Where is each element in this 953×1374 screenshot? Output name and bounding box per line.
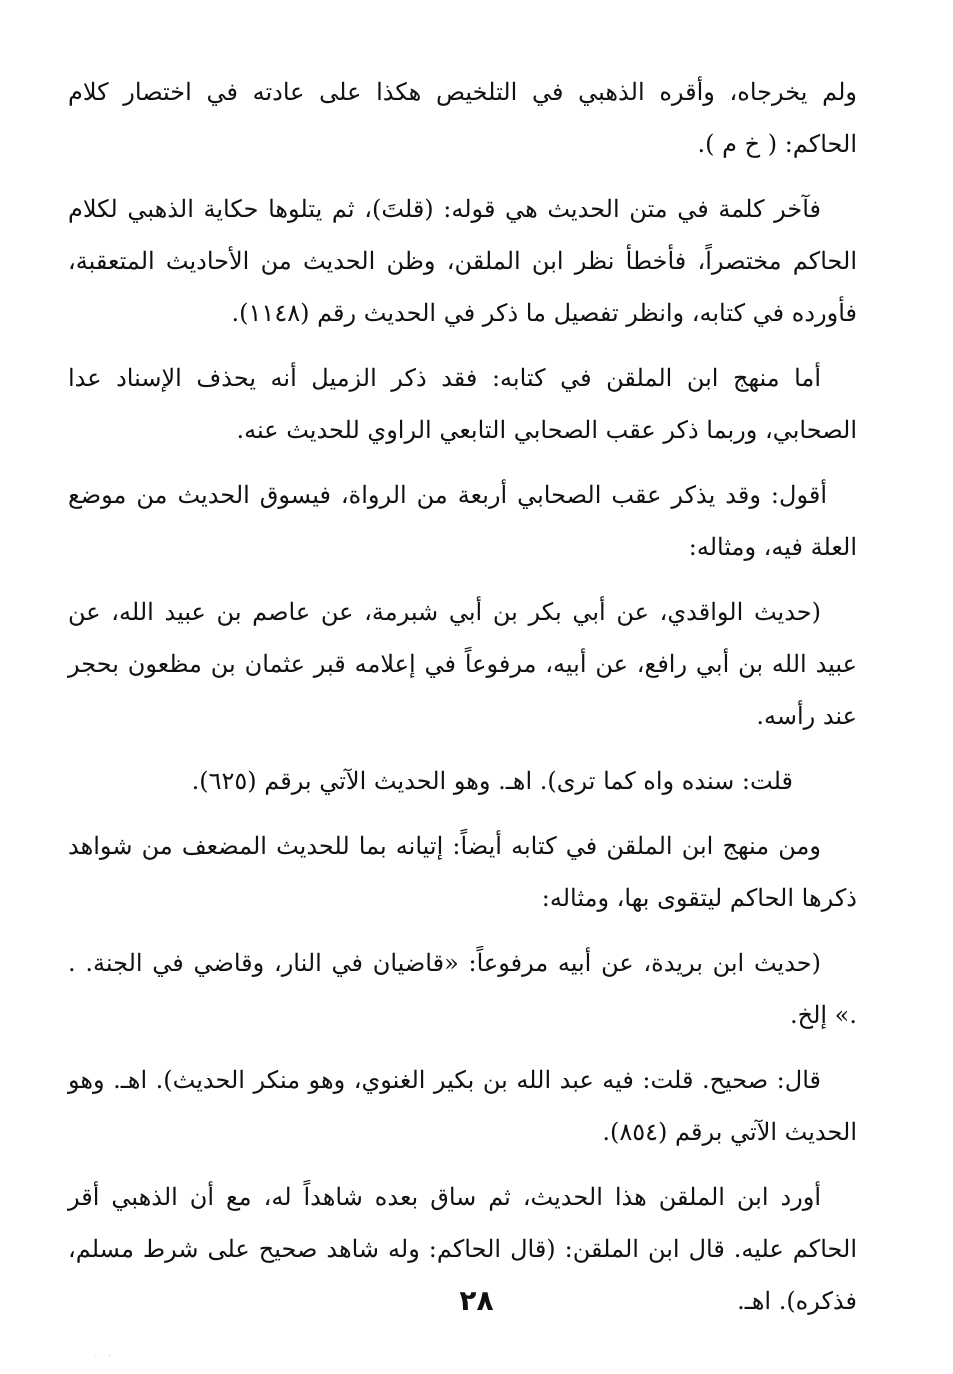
paragraph-5: (حديث الواقدي، عن أبي بكر بن أبي شبرمة، عن عاصم بن عبيد الله، عن عبيد الله بن أبي رافع، عن أبيه، مرفوعاً في إعلامه قبر عثمان بن مظعون بحجر عند رأسه. xyxy=(68,598,857,730)
paragraph-8: (حديث ابن بريدة، عن أبيه مرفوعاً: «قاضيان في النار، وقاضي في الجنة. . .» إلخ. xyxy=(68,949,857,1029)
paragraph-1: ولم يخرجاه، وأقره الذهبي في التلخيص هكذا على عادته في اختصار كلام الحاكم: ( خ م ). xyxy=(68,78,857,158)
main-text xyxy=(68,66,857,1340)
paragraph-2: فآخر كلمة في متن الحديث هي قوله: (قلتَ)، ثم يتلوها حكاية الذهبي لكلام الحاكم مختصراً، فأخطأ نظر ابن الملقن، وظن الحديث من الأحاديث المتعقبة، فأورده في كتابه، وانظر تفصيل ما ذكر في الحديث رقم (١١٤٨). xyxy=(68,195,857,327)
paragraph-6: قلت: سنده واه كما ترى). اهـ. وهو الحديث الآتي برقم (٦٢٥). xyxy=(191,767,793,795)
paragraph-3: أما منهج ابن الملقن في كتابه: فقد ذكر الزميل أنه يحذف الإسناد عدا الصحابي، وربما ذكر عقب الصحابي التابعي الراوي للحديث عنه. xyxy=(68,364,857,444)
paragraph-7: ومن منهج ابن الملقن في كتابه أيضاً: إتيانه بما للحديث المضعف من شواهد ذكرها الحاكم ليتقوى بها، ومثاله: xyxy=(68,832,857,912)
scan-speck-decoration: · · xyxy=(93,1351,114,1360)
paragraph-9: قال: صحيح. قلت: فيه عبد الله بن بكير الغنوي، وهو منكر الحديث). اهـ. وهو الحديث الآتي برقم (٨٥٤). xyxy=(68,1066,857,1146)
paragraph-10: أورد ابن الملقن هذا الحديث، ثم ساق بعده شاهداً له، مع أن الذهبي أقر الحاكم عليه. قال ابن الملقن: (قال الحاكم: وله شاهد صحيح على شرط مسلم، فذكره). اهـ. xyxy=(68,1183,857,1315)
paragraph-4: أقول: وقد يذكر عقب الصحابي أربعة من الرواة، فيسوق الحديث من موضع العلة فيه، ومثاله: xyxy=(68,481,857,561)
page-number: ٢٨ xyxy=(459,1284,494,1317)
